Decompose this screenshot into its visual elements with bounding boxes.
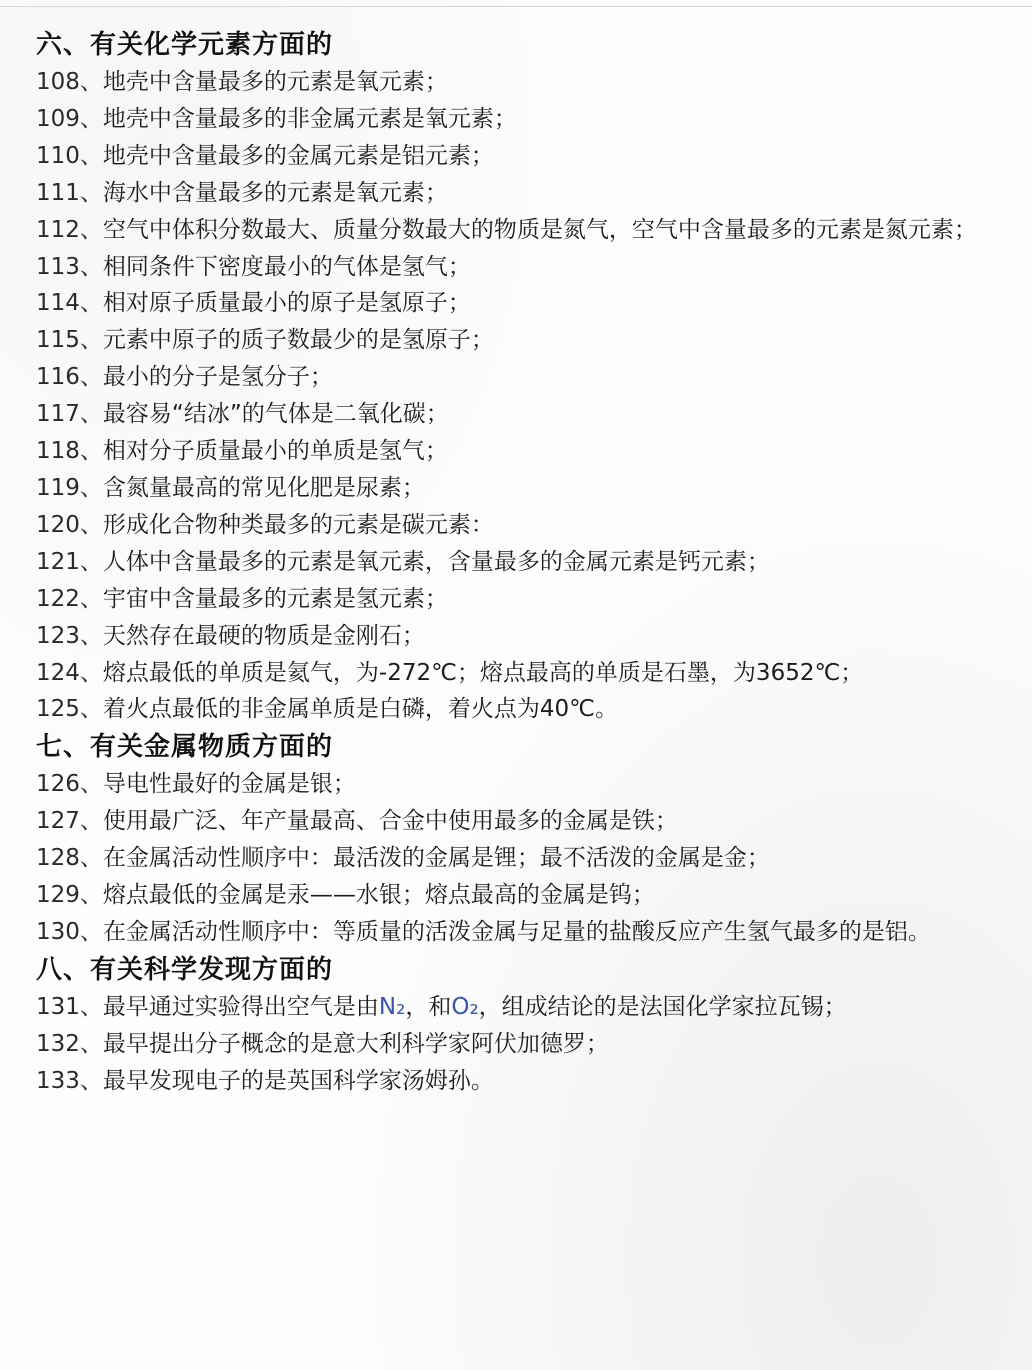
list-item-129: 129、熔点最低的金属是汞——水银；熔点最高的金属是钨；: [36, 882, 655, 909]
section-heading-metals: 七、有关金属物质方面的: [36, 732, 334, 763]
list-item-125: 125、着火点最低的非金属单质是白磷，着火点为40℃。: [36, 696, 619, 723]
formula-n2: N₂: [378, 993, 406, 1020]
list-item-109: 109、地壳中含量最多的非金属元素是氧元素；: [36, 105, 517, 132]
list-item-115: 115、元素中原子的质子数最少的是氢原子；: [36, 327, 494, 354]
list-item-108: 108、地壳中含量最多的元素是氧元素；: [36, 69, 448, 95]
list-item-114: 114、相对原子质量最小的原子是氢原子；: [36, 290, 471, 317]
document-content: [36, 26, 1011, 1100]
formula-o2: O₂: [451, 993, 479, 1020]
list-item-127: 127、使用最广泛、年产量最高、合金中使用最多的金属是铁；: [36, 808, 678, 835]
list-item-123: 123、天然存在最硬的物质是金刚石；: [36, 622, 425, 649]
list-item-122: 122、宇宙中含量最多的元素是氢元素；: [36, 585, 448, 612]
list-item-126: 126、导电性最好的金属是银；: [36, 771, 356, 798]
list-item-121: 121、人体中含量最多的元素是氧元素，含量最多的金属元素是钙元素；: [36, 548, 770, 575]
list-item-116: 116、最小的分子是氢分子；: [36, 364, 333, 391]
list-item-111: 111、海水中含量最多的元素是氧元素；: [36, 179, 448, 206]
list-item-133: 133、最早发现电子的是英国科学家汤姆孙。: [36, 1067, 494, 1094]
list-item-128: 128、在金属活动性顺序中：最活泼的金属是锂；最不活泼的金属是金；: [36, 845, 770, 872]
list-item-110: 110、地壳中含量最多的金属元素是铝元素；: [36, 142, 494, 169]
list-item-131: 131、最早通过实验得出空气是由N₂，和O₂，组成结论的是法国化学家拉瓦锡；: [36, 993, 847, 1020]
section-heading-discoveries: 八、有关科学发现方面的: [36, 954, 334, 985]
top-divider: [0, 6, 1032, 7]
list-item-132: 132、最早提出分子概念的是意大利科学家阿伏加德罗；: [36, 1030, 609, 1057]
list-item-113: 113、相同条件下密度最小的气体是氢气；: [36, 253, 471, 280]
list-item-118: 118、相对分子质量最小的单质是氢气；: [36, 438, 448, 465]
list-item-120: 120、形成化合物种类最多的元素是碳元素：: [36, 511, 494, 538]
list-item-119: 119、含氮量最高的常见化肥是尿素；: [36, 474, 425, 501]
list-item-124: 124、熔点最低的单质是氦气，为-272℃；熔点最高的单质是石墨，为3652℃；: [36, 659, 864, 686]
list-item-112: 112、空气中体积分数最大、质量分数最大的物质是氮气，空气中含量最多的元素是氮元素；: [36, 216, 977, 243]
list-item-130: 130、在金属活动性顺序中：等质量的活泼金属与足量的盐酸反应产生氢气最多的是铝。: [36, 918, 931, 945]
section-heading-elements: 六、有关化学元素方面的: [36, 30, 334, 60]
list-item-117: 117、最容易“结冰”的气体是二氧化碳；: [36, 401, 449, 428]
